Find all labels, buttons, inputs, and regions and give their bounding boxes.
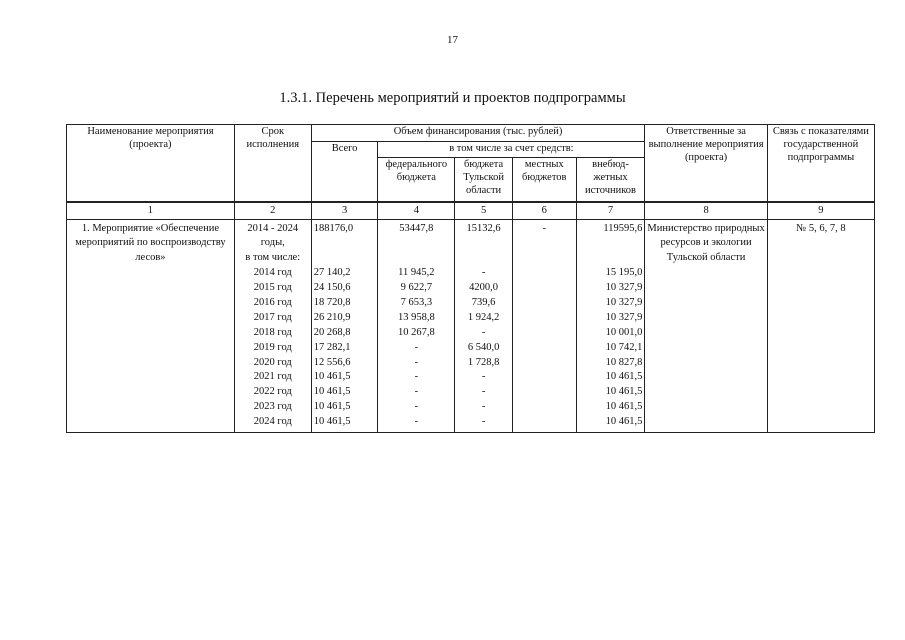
regional-value <box>457 236 510 251</box>
regional-value: 15132,6 <box>466 222 501 234</box>
total-value: 17 282,1 <box>313 341 351 353</box>
col-number: 7 <box>576 202 645 220</box>
total-value: 10 461,5 <box>313 386 351 398</box>
regional-value: - <box>481 326 486 338</box>
header-responsible: Ответственные за выполнение мероприятия (проекта) <box>645 125 767 202</box>
federal-value: 9 622,7 <box>400 282 433 294</box>
col-number: 8 <box>645 202 767 220</box>
term-cell <box>234 219 311 432</box>
federal-value: 11 945,2 <box>398 267 435 279</box>
header-local: местных бюджетов <box>512 158 576 202</box>
total-value: 27 140,2 <box>313 267 351 279</box>
activity-name: 1. Мероприятие «Обеспечение мероприятий по воспроизводству лесов» <box>67 219 235 432</box>
terms-value: 2024 год <box>253 416 292 428</box>
total-value <box>314 236 376 251</box>
federal-value: - <box>414 356 419 368</box>
local-value: - <box>542 222 547 234</box>
extra-value: 10 327,9 <box>605 296 643 308</box>
regional-value: - <box>481 401 486 413</box>
federal-value: - <box>414 386 419 398</box>
extra-cell <box>576 219 645 432</box>
terms-value: 2019 год <box>253 341 292 353</box>
extra-value <box>579 236 643 251</box>
extra-value: 10 827,8 <box>605 356 643 368</box>
terms-value: 2022 год <box>253 386 292 398</box>
total-value: 12 556,6 <box>313 356 351 368</box>
federal-value: 10 267,8 <box>397 326 435 338</box>
regional-value: 739,6 <box>471 296 496 308</box>
regional-value: - <box>481 371 486 383</box>
terms-value: 2015 год <box>253 282 292 294</box>
total-value: 10 461,5 <box>313 401 351 413</box>
extra-value: 15 195,0 <box>605 267 643 279</box>
extra-value: 10 461,5 <box>605 371 643 383</box>
extra-value: 10 001,0 <box>605 326 643 338</box>
page-number: 17 <box>447 34 458 46</box>
extra-value: 10 327,9 <box>605 311 643 323</box>
federal-value: - <box>414 416 419 428</box>
federal-value <box>380 251 452 266</box>
extra-value <box>579 251 643 266</box>
header-name: Наименование мероприятия (проекта) <box>67 125 235 202</box>
total-value <box>314 251 376 266</box>
header-extra: внебюд-жетных источников <box>576 158 645 202</box>
regional-value: 1 924,2 <box>467 311 500 323</box>
terms-value: в том числе: <box>245 252 301 264</box>
terms-value: 2021 год <box>253 371 292 383</box>
regional-value: 6 540,0 <box>467 341 500 353</box>
total-value: 18 720,8 <box>313 296 351 308</box>
header-link: Связь с показателями государственной подпрограммы <box>767 125 874 202</box>
regional-value: 1 728,8 <box>467 356 500 368</box>
col-number: 3 <box>311 202 378 220</box>
extra-value: 10 461,5 <box>605 386 643 398</box>
federal-value: 13 958,8 <box>397 311 435 323</box>
federal-value: 7 653,3 <box>400 296 433 308</box>
terms-value: 2017 год <box>253 311 292 323</box>
terms-value: 2014 год <box>253 267 292 279</box>
regional-value: 4200,0 <box>469 282 499 294</box>
total-value: 10 461,5 <box>313 416 351 428</box>
terms-value: 2016 год <box>253 296 292 308</box>
extra-value: 10 461,5 <box>605 416 643 428</box>
regional-value <box>457 251 510 266</box>
terms-value: 2018 год <box>253 326 292 338</box>
federal-value <box>380 236 452 251</box>
header-federal: федерального бюджета <box>378 158 455 202</box>
col-number: 2 <box>234 202 311 220</box>
federal-value: 53447,8 <box>399 222 434 234</box>
regional-value: - <box>481 386 486 398</box>
header-financing: Объем финансирования (тыс. рублей) <box>311 125 645 142</box>
col-number: 5 <box>455 202 513 220</box>
total-value: 24 150,6 <box>313 282 351 294</box>
terms-value: 2014 - 2024 <box>247 222 299 234</box>
total-cell <box>311 219 378 432</box>
regional-value: - <box>481 416 486 428</box>
regional-value: - <box>481 267 486 279</box>
responsible-cell: Министерство природных ресурсов и экологии Тульской области <box>645 219 767 432</box>
activities-table <box>66 124 875 433</box>
federal-cell <box>378 219 455 432</box>
header-regional: бюджета Тульской области <box>455 158 513 202</box>
local-cell <box>512 219 576 432</box>
terms-value: годы, <box>260 237 285 249</box>
header-total: Всего <box>311 142 378 202</box>
federal-value: - <box>414 371 419 383</box>
total-value: 10 461,5 <box>313 371 351 383</box>
col-number: 1 <box>67 202 235 220</box>
col-number: 4 <box>378 202 455 220</box>
col-number: 6 <box>512 202 576 220</box>
extra-value: 10 327,9 <box>605 282 643 294</box>
regional-cell <box>455 219 513 432</box>
extra-value: 10 742,1 <box>605 341 643 353</box>
total-value: 20 268,8 <box>313 326 351 338</box>
terms-value: 2023 год <box>253 401 292 413</box>
federal-value: - <box>414 341 419 353</box>
extra-value: 119595,6 <box>603 222 643 234</box>
header-term: Срок исполнения <box>234 125 311 202</box>
section-title: 1.3.1. Перечень мероприятий и проектов подпрограммы <box>279 90 626 106</box>
extra-value: 10 461,5 <box>605 401 643 413</box>
link-cell: № 5, 6, 7, 8 <box>767 219 874 432</box>
total-value: 26 210,9 <box>313 311 351 323</box>
total-value: 188176,0 <box>313 222 354 234</box>
federal-value: - <box>414 401 419 413</box>
terms-value: 2020 год <box>253 356 292 368</box>
header-including: в том числе за счет средств: <box>378 142 645 158</box>
col-number: 9 <box>767 202 874 220</box>
